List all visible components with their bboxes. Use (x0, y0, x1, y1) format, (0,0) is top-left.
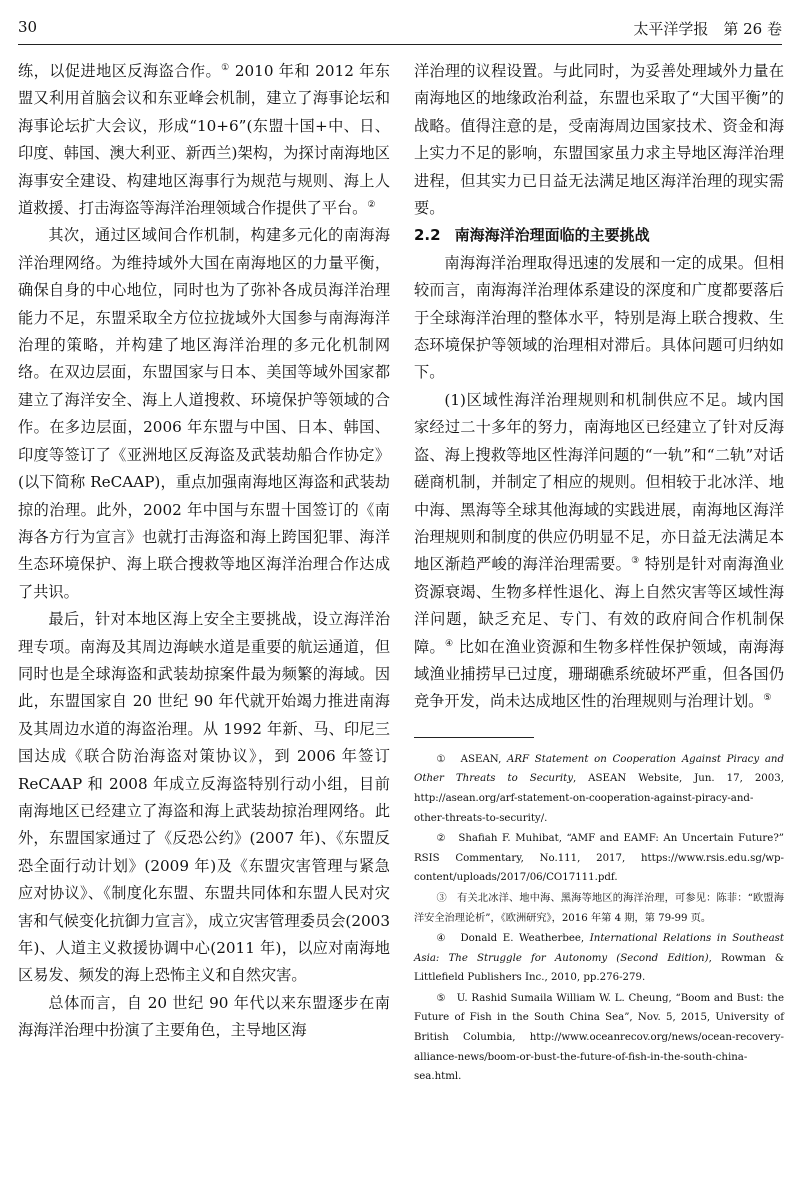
footnote: ⑤ U. Rashid Sumaila William W. L. Cheung, “Boom and Bust: the Future of Fish in the South China Sea”, Nov. 5, 2015, University of British Columbia, http://www.oceanrecov.org/news/ocean-recovery-alliance-news/boom-or-bust-the-future-of-fish-in-the-south-china-sea.html. (414, 992, 784, 1083)
footnote (414, 929, 784, 988)
text-run: 练，以促进地区反海盗合作。 (18, 62, 222, 80)
footnote-ref[interactable]: ⑤ (763, 693, 772, 704)
footnote (414, 750, 784, 828)
text-run: 2010 年和 2012 年东盟又利用首脑会议和东亚峰会机制，建立了海事论坛和海事论坛扩大会议，形成“10+6”(东盟十国+中、日、印度、韩国、澳大利亚、新西兰)架构，为探讨南海地区海事安全建设、构建地区海事行为规范与规则、海上人道救援、打击海盗等海洋治理领域合作提供了平台。 (18, 62, 390, 218)
section-number: 2.2 (414, 226, 441, 245)
text-run: 比如在渔业资源和生物多样性保护领域，南海海域渔业捕捞早已过度，珊瑚礁系统破坏严重，但各国仍竞争开发，尚未达成地区性的治理规则与治理计划。 (414, 637, 785, 711)
paragraph: 最后，针对本地区海上安全主要挑战，设立海洋治理专项。南海及其周边海峡水道是重要的航运通道，但同时也是全球海盗和武装劫掠案件最为频繁的海域。因此，东盟国家自 20 世纪 90 年代就开始竭力推进南海及其周边水道的海盗治理。从 1992 年新、马、印尼三国达成《联合防治海盗对策协议》，到 2006 年签订 ReCAAP 和 2008 年成立反海盗特别行动小组，目前南海地区已经建立了海盗和海上武装劫掠治理网络。此外，东盟国家通过了《反恐公约》(2007 年)、《东盟反恐全面行动计划》(2009 年)及《东盟灾害管理与紧急应对协议》、《制度化东盟、东盟共同体和东盟人民对灾害和气候变化抗御力宣言》，成立灾害管理委员会(2003 年)、人道主义救援协调中心(2011 年)，以应对南海地区易发、频发的海上恐怖主义和自然灾害。 (18, 610, 390, 985)
footnote-ref[interactable]: ④ (445, 638, 454, 649)
footnote-ref[interactable]: ③ (631, 556, 640, 567)
footnote-ref[interactable]: ① (221, 62, 230, 73)
footnote-ref[interactable]: ② (367, 199, 376, 210)
footnote-rule (414, 737, 534, 738)
paragraph: 南海海洋治理取得迅速的发展和一定的成果。但相较而言，南海海洋治理体系建设的深度和广度都要落后于全球海洋治理的整体水平，特别是海上联合搜救、生态环境保护等领域的治理相对滞后。具体问题可归纳如下。 (414, 253, 784, 382)
right-column (414, 58, 784, 1088)
italic-title: International Relations in Southeast Asia: The Struggle for Autonomy (Second Edition) (414, 933, 784, 964)
paragraph-continued: 洋治理的议程设置。与此同时，为妥善处理域外力量在南海地区的地缘政治利益，东盟也采取了“大国平衡”的战略。值得注意的是，受南海周边国家技术、资金和海上实力不足的影响，东盟国家虽力求主导地区海洋治理进程，但其实力已日益无法满足地区海洋治理的现实需要。 (414, 62, 784, 218)
footnote: ③ 有关北冰洋、地中海、黑海等地区的海洋治理，可参见：陈菲：“欧盟海洋安全治理论析”，《欧洲研究》，2016 年第 4 期，第 79-99 页。 (414, 892, 784, 924)
section-heading (414, 222, 784, 249)
page-header (18, 0, 782, 44)
header-rule (18, 44, 782, 45)
footnote: ② Shafiah F. Muhibat, “AMF and EAMF: An Uncertain Future?” RSIS Commentary, No.111, 2017, https://www.rsis.edu.sg/wp-content/uploads/2017/06/CO17111.pdf. (414, 833, 784, 884)
paragraph: 总体而言，自 20 世纪 90 年代以来东盟逐步在南海海洋治理中扮演了主要角色，主导地区海 (18, 993, 390, 1040)
italic-title: ARF Statement on Cooperation Against Piracy and Other Threats to Security (414, 753, 784, 785)
paragraph-continued (18, 58, 390, 222)
paragraph: 其次，通过区域间合作机制，构建多元化的南海海洋治理网络。为维持域外大国在南海地区的力量平衡，确保自身的中心地位，同时也为了弥补各成员海洋治理能力不足，东盟采取全方位拉拢域外大国参与南海海洋治理的策略，并构建了地区海洋治理的多元化机制网络。在双边层面，东盟国家与日本、美国等域外国家都建立了海洋安全、海上人道搜救、环境保护等领域的合作。在多边层面，2006 年东盟与中国、日本、韩国、印度等签订了《亚洲地区反海盗及武装劫船合作协定》(以下简称 ReCAAP)，重点加强南海地区海盗和武装劫掠的治理。此外，2002 年中国与东盟十国签订的《南海各方行为宣言》也就打击海盗和海上跨国犯罪、海洋生态环境保护、海上联合搜救等地区海洋治理合作达成了共识。 (18, 226, 390, 601)
text-run: , Rowman & Littlefield Publishers Inc., 2010, pp.276-279. (414, 952, 785, 984)
text-run: 特别是针对南海渔业资源衰竭、生物多样性退化、海上自然灾害等区域性海洋问题，缺乏充足、专门、有效的政府间合作机制保障。 (414, 555, 785, 656)
text-run: , ASEAN Website, Jun. 17, 2003, http://asean.org/arf-statement-on-cooperation-against-piracy-and-other-threats-to-security/. (414, 773, 784, 824)
journal-title: 太平洋学报 第 26 卷 (633, 20, 782, 38)
text-run: ① ASEAN, (436, 753, 508, 765)
text-run: ④ Donald E. Weatherbee, (436, 933, 590, 945)
paragraph (414, 387, 784, 716)
text-run: (1)区域性海洋治理规则和机制供应不足。域内国家经过二十多年的努力，南海地区已经建立了针对反海盗、海上搜救等地区性海洋问题的“一轨”和“二轨”对话磋商机制，并制定了相应的规则。但相较于北冰洋、地中海、黑海等全球其他海域的实践进展，南海地区海洋治理规则和制度的供应仍明显不足，亦日益无法满足本地区渐趋严峻的海洋治理需要。 (414, 390, 784, 574)
left-column (18, 58, 390, 1045)
section-title: 南海海洋治理面临的主要挑战 (454, 226, 650, 245)
page-number: 30 (18, 18, 38, 36)
footnotes (414, 750, 784, 1087)
